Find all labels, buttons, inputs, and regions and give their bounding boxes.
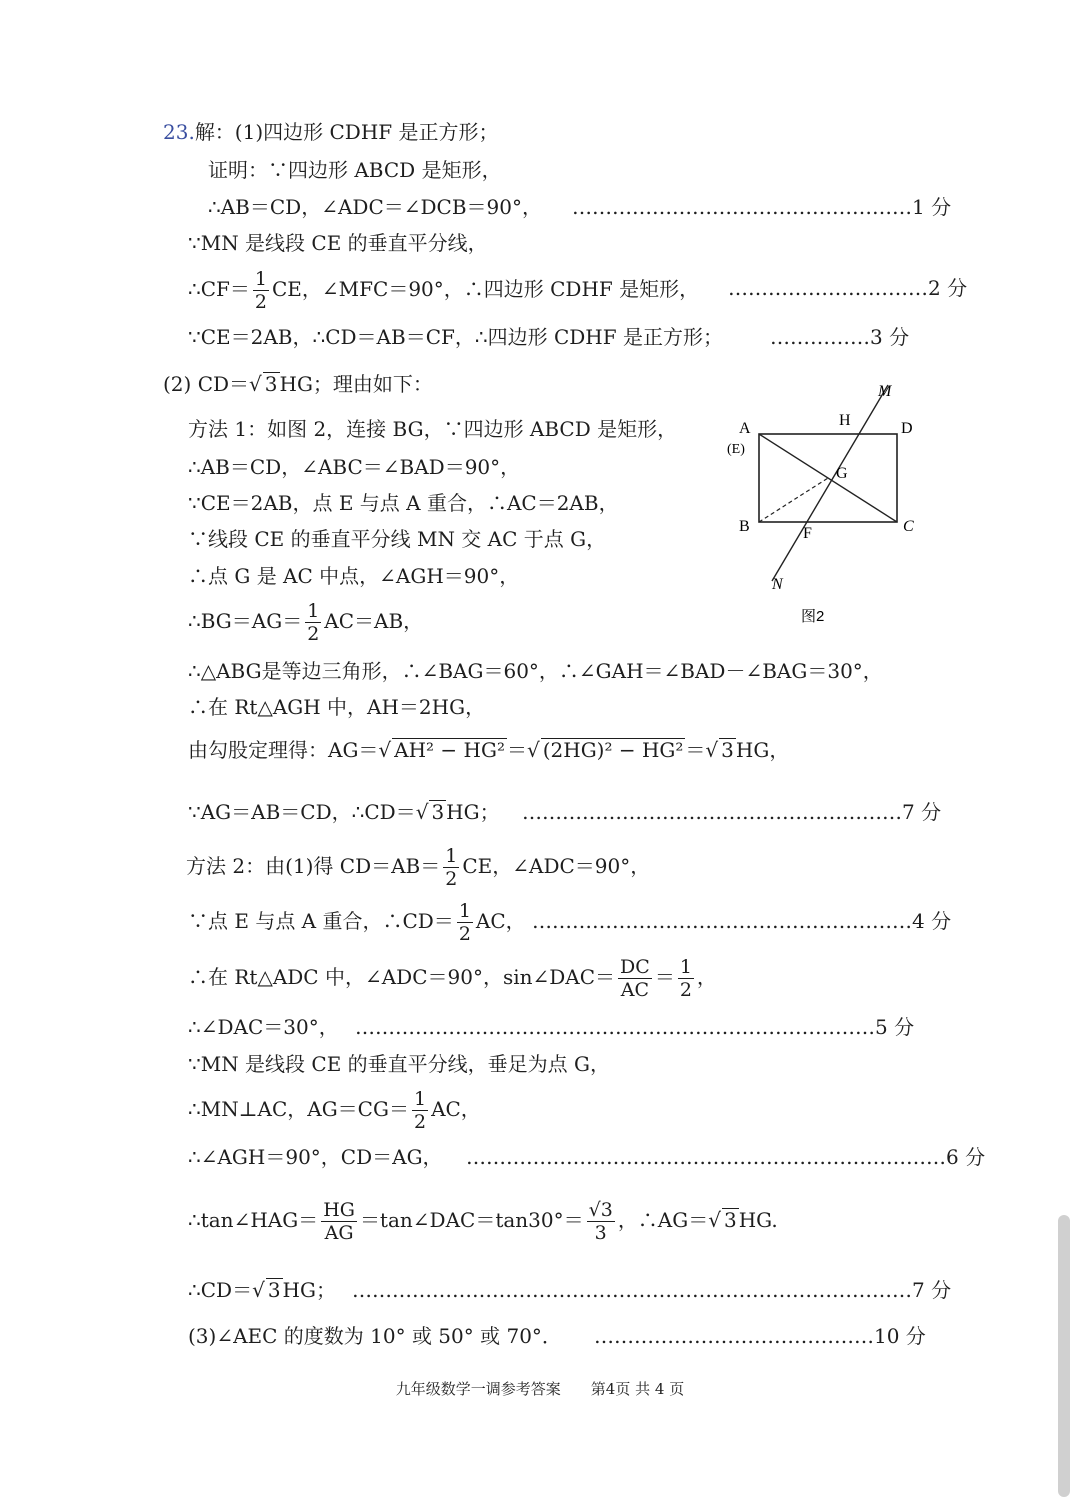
part3-line: (3)∠AEC 的度数为 10° 或 50° 或 70°． xyxy=(188,1324,562,1348)
score-10: ……………………………………10 分 xyxy=(594,1324,926,1348)
method1-line-7: ∴△ABG是等边三角形，∴∠BAG＝60°，∴∠GAH＝∠BAD－∠BAG＝30°， xyxy=(188,659,883,683)
method2-line-4: ∴∠DAC＝30°， xyxy=(188,1015,339,1039)
method1-conclusion: ∵AG＝AB＝CD，∴CD＝√ 3 HG； xyxy=(188,800,500,824)
method1-line-5: ∴点 G 是 AC 中点，∠AGH＝90°， xyxy=(188,564,520,588)
part2-header: (2) CD＝√ 3 HG；理由如下： xyxy=(163,372,433,396)
question-number: 23. xyxy=(163,120,195,144)
method1-line-1: 方法 1：如图 2，连接 BG，∵四边形 ABCD 是矩形， xyxy=(188,417,678,441)
proof-line-3: ∵MN 是线段 CE 的垂直平分线， xyxy=(188,231,488,255)
line-mn xyxy=(772,385,888,581)
method2-line-5: ∵MN 是线段 CE 的垂直平分线，垂足为点 G， xyxy=(188,1052,611,1076)
method2-line-8: ∴tan∠HAG＝ $\frac{HG}{AG}$ ＝tan∠DAC＝tan30°＝ $\frac{√3}{3}$ ，∴AG＝√ 3 HG. xyxy=(188,1199,778,1244)
label-m: M xyxy=(878,383,892,400)
method2-line-2: ∵点 E 与点 A 重合，∴CD＝ $\frac{1}{2}$ AC， xyxy=(188,900,526,945)
label-h: H xyxy=(839,412,851,429)
method1-line-2: ∴AB＝CD，∠ABC＝∠BAD＝90°， xyxy=(188,455,521,479)
method2-line-7: ∴∠AGH＝90°，CD＝AG， xyxy=(188,1145,443,1169)
method2-conclusion: ∴CD＝√ 3 HG； xyxy=(188,1278,336,1302)
score-3: ……………3 分 xyxy=(770,325,910,349)
method2-line-6: ∴MN⊥AC，AG＝CG＝ $\frac{1}{2}$ AC， xyxy=(188,1088,481,1133)
score-7b: …………………………………………………………………………7 分 xyxy=(352,1278,952,1302)
score-1: ……………………………………………1 分 xyxy=(572,195,952,219)
question-head-text: 解：(1)四边形 CDHF 是正方形； xyxy=(194,120,499,144)
label-a: A xyxy=(739,420,751,437)
proof-line-2: ∴AB＝CD，∠ADC＝∠DCB＝90°， xyxy=(208,195,542,219)
score-4: …………………………………………………4 分 xyxy=(532,909,952,933)
figure-2 xyxy=(720,375,935,630)
question-header xyxy=(163,117,499,147)
label-n: N xyxy=(772,576,783,593)
proof-line-1: 证明：∵四边形 ABCD 是矩形， xyxy=(208,158,502,182)
label-c: C xyxy=(903,518,914,535)
figure-caption: 图2 xyxy=(801,608,825,625)
proof-line-5: ∵CE＝2AB，∴CD＝AB＝CF，∴四边形 CDHF 是正方形； xyxy=(188,325,723,349)
page-footer: 九年级数学一调参考答案 第4页 共 4 页 xyxy=(395,1380,685,1398)
method1-line-3: ∵CE＝2AB，点 E 与点 A 重合，∴AC＝2AB， xyxy=(188,491,619,515)
label-g: G xyxy=(836,465,848,482)
label-e: (E) xyxy=(727,442,745,457)
label-f: F xyxy=(803,525,812,542)
score-5: ……………………………………………………………………5 分 xyxy=(355,1015,915,1039)
segment-bg-dashed xyxy=(759,478,828,522)
method1-line-4: ∵线段 CE 的垂直平分线 MN 交 AC 于点 G， xyxy=(188,527,607,551)
sqrt-3: 3 xyxy=(264,372,278,396)
method1-pythagoras: 由勾股定理得：AG＝√ AH² − HG² ＝√ (2HG)² − HG² ＝√ 3 HG， xyxy=(188,738,790,762)
scrollbar-thumb[interactable] xyxy=(1058,1215,1070,1497)
score-6: ………………………………………………………………6 分 xyxy=(466,1145,986,1169)
proof-line-4: ∴CF＝ $\frac{1}{2}$ CE，∠MFC＝90°，∴四边形 CDHF 是矩形， xyxy=(188,268,700,313)
fraction-half: $\frac{1}{2}$ xyxy=(307,600,320,645)
method1-line-8: ∴在 Rt△AGH 中，AH＝2HG， xyxy=(188,695,486,719)
method2-line-3: ∴在 Rt△ADC 中，∠ADC＝90°，sin∠DAC＝ $\frac{DC}{AC}$ ＝ $\frac{1}{2}$ ， xyxy=(188,956,717,1001)
method1-line-6: ∴BG＝AG＝ $\frac{1}{2}$ AC＝AB， xyxy=(188,600,424,645)
score-2: …………………………2 分 xyxy=(728,276,968,300)
method2-line-1: 方法 2：由(1)得 CD＝AB＝ $\frac{1}{2}$ CE，∠ADC＝90°， xyxy=(186,845,651,890)
score-7a: …………………………………………………7 分 xyxy=(522,800,942,824)
label-b: B xyxy=(739,518,750,535)
label-d: D xyxy=(901,420,913,437)
fraction-half: $\frac{1}{2}$ xyxy=(254,268,267,313)
